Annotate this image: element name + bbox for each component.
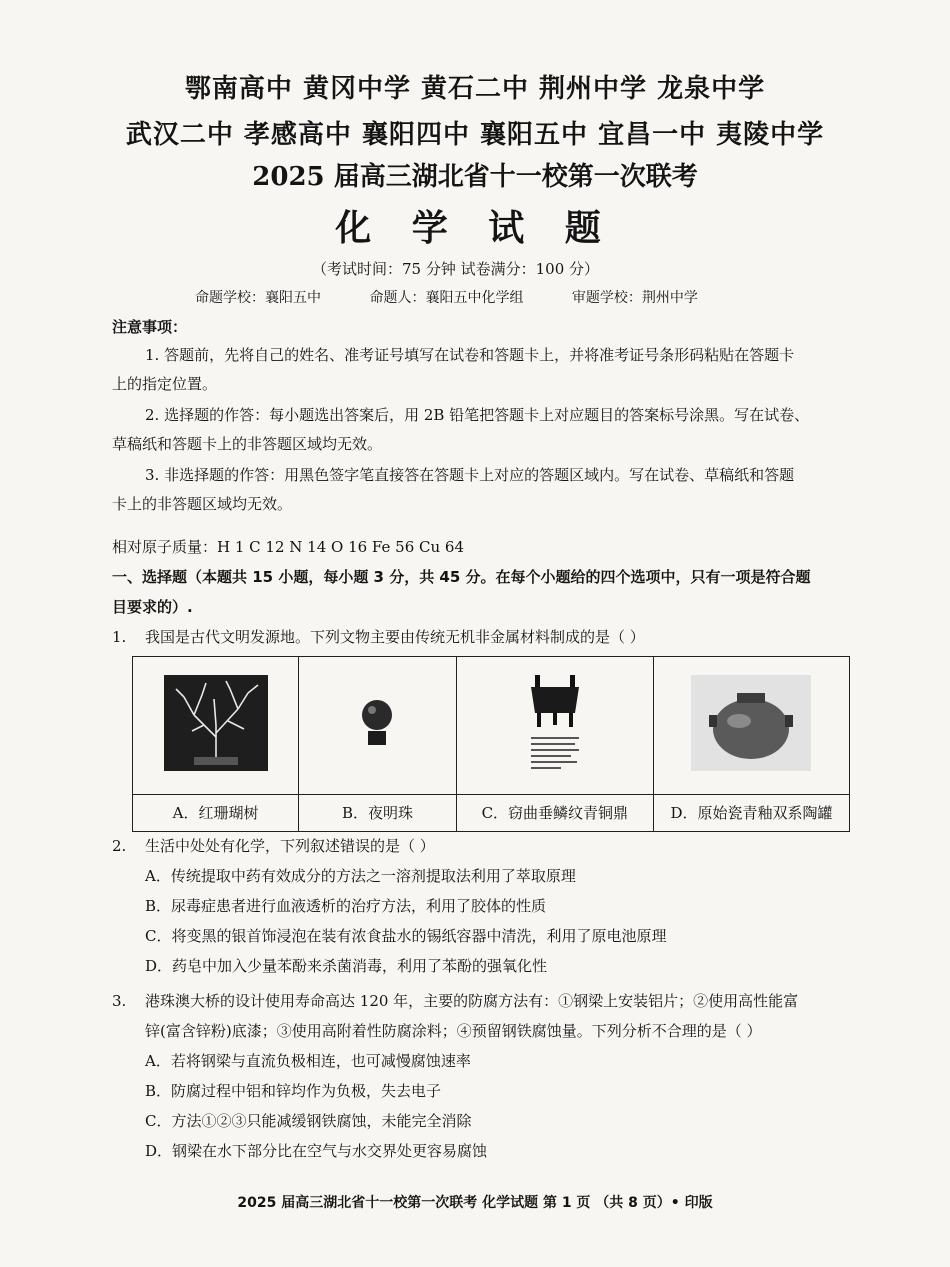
q3-option-c: C．方法①②③只能减缓钢铁腐蚀，未能完全消除 xyxy=(145,1112,472,1130)
q2-option-b: B．尿毒症患者进行血液透析的治疗方法，利用了胶体的性质 xyxy=(145,897,547,915)
q1-option-b: B．夜明珠 xyxy=(299,794,457,831)
q1-image-c xyxy=(456,657,653,795)
atomic-mass: 相对原子质量：H 1 C 12 N 14 O 16 Fe 56 Cu 64 xyxy=(112,538,465,556)
q1-option-a: A．红珊瑚树 xyxy=(133,794,299,831)
q3-option-b: B．防腐过程中铝和锌均作为负极，失去电子 xyxy=(145,1082,442,1100)
notice-item-2-cont: 草稿纸和答题卡上的非答题区域均无效。 xyxy=(112,435,383,453)
exam-authors xyxy=(195,287,742,307)
notice-item-2: 2. 选择题的作答：每小题选出答案后，用 2B 铅笔把答题卡上对应题目的答案标号涂黑。写在试卷、 xyxy=(145,406,810,424)
q3-option-a: A．若将钢梁与直流负极相连，也可减慢腐蚀速率 xyxy=(145,1052,471,1070)
schools-line-1: 鄂南高中 黄冈中学 黄石二中 荆州中学 龙泉中学 xyxy=(184,74,766,104)
q1-stem: 我国是古代文明发源地。下列文物主要由传统无机非金属材料制成的是（ ） xyxy=(145,628,645,646)
q1-option-c: C．窃曲垂鳞纹青铜鼎 xyxy=(456,794,653,831)
page-title: 化 学 试 题 xyxy=(335,207,615,249)
q1-option-d: D．原始瓷青釉双系陶罐 xyxy=(653,794,849,831)
q2-stem: 生活中处处有化学，下列叙述错误的是（ ） xyxy=(145,837,435,855)
q2-option-c: C．将变黑的银首饰浸泡在装有浓食盐水的锡纸容器中清洗，利用了原电池原理 xyxy=(145,927,667,945)
notice-heading: 注意事项： xyxy=(112,318,188,336)
q3-option-d: D．钢梁在水下部分比在空气与水交界处更容易腐蚀 xyxy=(145,1142,488,1160)
setter-school: 命题学校：襄阳五中 xyxy=(195,290,321,306)
setter-person: 命题人：襄阳五中化学组 xyxy=(369,290,524,306)
q2-number: 2. xyxy=(112,837,127,855)
q1-image-b xyxy=(299,657,457,795)
q1-image-a xyxy=(133,657,299,795)
q1-image-d xyxy=(653,657,849,795)
q3-stem: 港珠澳大桥的设计使用寿命高达 120 年，主要的防腐方法有：①钢梁上安装铝片；②使用高性能富 xyxy=(145,992,799,1010)
page-footer: 2025 届高三湖北省十一校第一次联考 化学试题 第 1 页 （共 8 页）• 印版 xyxy=(237,1195,713,1211)
exam-name: 2025 届高三湖北省十一校第一次联考 xyxy=(252,162,698,192)
section-1-heading: 一、选择题（本题共 15 小题，每小题 3 分，共 45 分。在每个小题给的四个选项中，只有一项是符合题 xyxy=(112,568,811,586)
coral-tree-image xyxy=(164,675,268,771)
notice-item-1: 1. 答题前，先将自己的姓名、准考证号填写在试卷和答题卡上，并将准考证号条形码粘贴在答题卡 xyxy=(145,346,795,364)
q2-option-d: D．药皂中加入少量苯酚来杀菌消毒，利用了苯酚的强氧化性 xyxy=(145,957,548,975)
exam-time-score: （考试时间：75 分钟 试卷满分：100 分） xyxy=(312,260,600,278)
schools-line-2: 武汉二中 孝感高中 襄阳四中 襄阳五中 宜昌一中 夷陵中学 xyxy=(125,120,825,150)
reviewer-school: 审题学校：荆州中学 xyxy=(571,290,698,306)
q3-number: 3. xyxy=(112,992,127,1010)
notice-item-3-cont: 卡上的非答题区域均无效。 xyxy=(112,495,293,513)
luminous-pearl-image xyxy=(357,693,397,753)
q1-number: 1. xyxy=(112,628,127,646)
q1-options-table xyxy=(132,656,850,832)
q2-option-a: A．传统提取中药有效成分的方法之一溶剂提取法利用了萃取原理 xyxy=(145,867,576,885)
celadon-jar-image xyxy=(691,675,811,771)
q3-stem-cont: 锌(富含锌粉)底漆；③使用高附着性防腐涂料；④预留钢铁腐蚀量。下列分析不合理的是（ ） xyxy=(145,1022,762,1040)
notice-item-1-cont: 上的指定位置。 xyxy=(112,375,218,393)
bronze-ding-image xyxy=(525,667,585,779)
notice-item-3: 3. 非选择题的作答：用黑色签字笔直接答在答题卡上对应的答题区域内。写在试卷、草稿纸和答题 xyxy=(145,466,795,484)
section-1-heading-cont: 目要求的）. xyxy=(112,598,193,616)
